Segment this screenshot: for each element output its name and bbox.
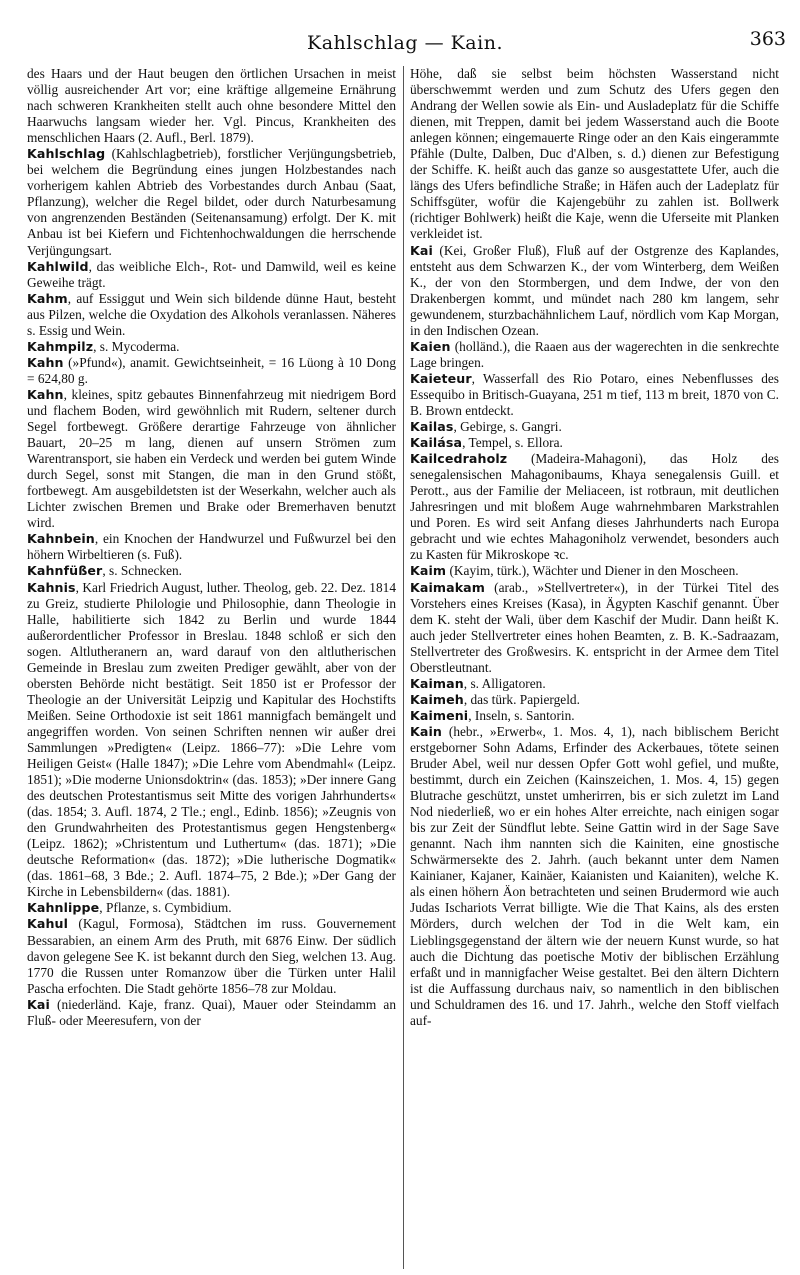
entry-text: , Karl Friedrich August, luther. Theolog, geb. 22. Dez. 1814 zu Greiz, studierte Philologie und Philosophie, dann Theologie in Halle, habilitierte sich 1842 zu Berlin und wurde 1844 außerordentlicher Professor in Breslau. 1848 schloß er sich den sogen. Altlutheranern an, ward darauf von den altlutherischen Gemeinde in Breslau zum zweiten Prediger gewählt, aber von der obersten Behörde nicht bestätigt. Seit 1850 ist er Professor der Theologie an der Universität Leipzig und Kapitular des Hochstifts Meißen. Seine Orthodoxie ist seit 1861 mannigfach bemängelt und angegriffen worden. Von seinen Schriften nennen wir außer drei Sammlungen »Predigten« (Leipz. 1866–77): »Die Lehre vom Heiligen Geist« (Halle 1847); »Die Lehre vom Abendmahl« (Leipz. 1851); »Die moderne Unionsdoktrin« (das. 1853); »Der innere Gang des deutschen Protestantismus seit Mitte des vorigen Jahrhunderts« (das. 1854; 3. Aufl. 1874, 2 Tle.; engl., Edinb. 1856); »Zeugnis von den Grundwahrheiten des Protestantismus gegen Hengstenberg« (Leipz. 1862); »Christentum und Luthertum« (das. 1871); »Die deutsche Reformation« (das. 1872); »Die lutherische Dogmatik« (das. 1861–68, 3 Bde.; 2. Aufl. 1874–75, 2 Bde.); »Der Gang der Kirche in Lebensbildern« (das. 1881). xyxy=(27,579,396,900)
running-title: Kahlschlag — Kain. xyxy=(307,32,503,54)
entry-headword: Kahnbein xyxy=(27,531,95,547)
entry-headword: Kaien xyxy=(410,338,451,354)
entry-text: (Kei, Großer Fluß), Fluß auf der Ostgrenze des Kaplandes, entsteht aus dem Schwarzen K., der vom Winterberg, dem Weißen K., der von den Stormbergen, und dem Indwe, der von den Drakenbergen kommt, und mündet nach 280 km langem, sehr gewundenem, sturzbachähnlichem Lauf, nördlich vom Kap Morgan, in den Indischen Ozean. xyxy=(410,242,779,338)
dictionary-entry xyxy=(410,371,779,419)
entry-headword: Kailcedraholz xyxy=(410,451,508,467)
entry-headword: Kaieteur xyxy=(410,370,472,386)
entry-headword: Kahnis xyxy=(27,579,76,595)
entry-headword: Kai xyxy=(27,996,50,1012)
entry-headword: Kaim xyxy=(410,563,447,579)
entry-continuation xyxy=(27,66,396,146)
dictionary-entry xyxy=(27,997,396,1029)
dictionary-entry xyxy=(27,916,396,996)
dictionary-entry xyxy=(410,419,779,435)
entry-text: , Tempel, s. Ellora. xyxy=(462,435,563,451)
page-number: 363 xyxy=(749,28,786,50)
entry-headword: Kai xyxy=(410,242,433,258)
entry-headword: Kahnlippe xyxy=(27,900,100,916)
entry-text: (Kayim, türk.), Wächter und Diener in den Moscheen. xyxy=(446,563,739,579)
entry-text: , s. Mycoderma. xyxy=(93,338,180,354)
entry-text: (»Pfund«), anamit. Gewichtseinheit, = 16 Lüong à 10 Dong = 624,80 g. xyxy=(27,354,396,386)
dictionary-entry xyxy=(410,708,779,724)
entry-text: , Inseln, s. Santorin. xyxy=(468,707,575,723)
entry-text: des Haars und der Haut beugen den örtlichen Ursachen in meist völlig ausreichender Art vor; eine kräftige allgemeine Ernährung nach schweren Krankheiten stellt auch ohne besondere Mittel den Haarwuchs langsam wieder her. Vgl. Pincus, Krankheiten des menschlichen Haars (2. Aufl., Berl. 1879). xyxy=(27,66,396,146)
dictionary-entry xyxy=(410,580,779,676)
dictionary-entry xyxy=(27,355,396,387)
dictionary-entry xyxy=(27,563,396,579)
entry-headword: Kailas xyxy=(410,419,454,435)
dictionary-entry xyxy=(410,724,779,1029)
entry-headword: Kain xyxy=(410,723,442,739)
entry-headword: Kahn xyxy=(27,386,64,402)
dictionary-entry xyxy=(27,531,396,563)
entry-headword: Kahlwild xyxy=(27,258,89,274)
entry-text: , Pflanze, s. Cymbidium. xyxy=(99,900,232,916)
entry-text: (Kahlschlagbetrieb), forstlicher Verjüngungsbetrieb, bei welchem die Begründung eines jungen Holzbestandes nach vorherigem kahlen Abtrieb des Vorbestandes durch Anbau (Saat, Pflanzung), welcher die Regel bildet, oder durch Naturbesamung von angrenzenden Beständen (Seitenansamung) erfolgt. Der K. mit Anbau ist bei Kiefern und Fichtenhochwaldungen die herrschende Verjüngungsart. xyxy=(27,146,396,258)
entry-text: (Madeira-Mahagoni), das Holz des senegalensischen Mahagonibaums, Khaya senegalensis Guill. et Perott., aus der Familie der Meliaceen, ist rotbraun, mit deutlichen Jahresringen und mit bloßem Auge wahrnehmbaren Markstrahlen und Poren. Es wird seit Anfang dieses Jahrhunderts nach Europa gebracht und wie echtes Mahagoniholz verwendet, besonders auch zu Kasten für Mikroskope ꝛc. xyxy=(410,451,779,563)
entry-text: (holländ.), die Raaen aus der wagerechten in die senkrechte Lage bringen. xyxy=(410,338,779,370)
entry-text: Höhe, daß sie selbst beim höchsten Wasserstand nicht überschwemmt werden und zum Schutz des Ufers gegen den Andrang der Wellen sowie als Ein- und Ausladeplatz für die Schiffe dienen, mit Treppen, damit bei jedem Wasserstand auch die Boote anlegen können; eingemauerte Ringe oder an den Kais eingerammte Pfähle (Dulte, Dalben, Duc d'Alben, s. d.) dienen zur Befestigung der Schiffe. K. heißt auch das ganze so ausgestattete Ufer, auch die längs des Ufers befindliche Straße; in Häfen auch der Ladeplatz für Schiffsgüter, wofür die Kajengebühr zu zahlen ist. Bollwerk (richtiger Bohlwerk) heißt die Kaje, wenn die Uferseite mit Planken verkleidet ist. xyxy=(410,66,779,242)
entry-text: , das weibliche Elch-, Rot- und Damwild, weil es keine Geweihe trägt. xyxy=(27,258,396,290)
entry-headword: Kahlschlag xyxy=(27,146,106,162)
entry-headword: Kahmpilz xyxy=(27,338,94,354)
entry-text: , das türk. Papiergeld. xyxy=(463,691,580,707)
dictionary-entry xyxy=(410,451,779,563)
entry-text: , kleines, spitz gebautes Binnenfahrzeug mit niedrigem Bord und flachem Boden, wird gewöhnlich mit Rudern, seltener durch Segel fortbewegt. Größere derartige Fahrzeuge von ähnlicher Bauart, 20–25 m lang, dienen auf unsern Strömen zum Warentransport, sie haben ein Verdeck und werden bei gutem Winde durch Segel, sonst mit Stangen, die man in den Grund stößt, fortbewegt. Am ausgebildetsten ist der Weserkahn, welcher auch als Lichter zwischen Bremen und Brake oder Bremerhaven benutzt wird. xyxy=(27,386,396,531)
left-column xyxy=(27,66,396,1269)
dictionary-entry xyxy=(410,692,779,708)
dictionary-entry xyxy=(27,900,396,916)
entry-text: , auf Essiggut und Wein sich bildende dünne Haut, besteht aus Pilzen, welche die Oxydation des Alkohols veranlassen. Näheres s. Essig und Wein. xyxy=(27,290,396,338)
entry-headword: Kahul xyxy=(27,916,69,932)
entry-headword: Kahnfüßer xyxy=(27,563,103,579)
entry-headword: Kaimeni xyxy=(410,707,469,723)
entry-headword: Kaimakam xyxy=(410,579,485,595)
dictionary-entry xyxy=(27,339,396,355)
dictionary-entry xyxy=(410,243,779,339)
entry-headword: Kailása xyxy=(410,435,463,451)
dictionary-entry xyxy=(27,291,396,339)
dictionary-entry xyxy=(410,563,779,579)
column-divider xyxy=(403,66,404,1269)
dictionary-entry xyxy=(410,676,779,692)
entry-text: , s. Schnecken. xyxy=(102,563,183,579)
entry-headword: Kaiman xyxy=(410,675,464,691)
page-header xyxy=(24,22,786,58)
entry-text: (arab., »Stellvertreter«), in der Türkei Titel des Vorstehers eines Kreises (Kasa), in Ägypten Kaschif genannt. Über dem K. steht der Wali, über dem Kaschif der Mudir. Dann heißt K. auch jeder Stellvertreter eines hohen Beamten, z. B. K.-Sadraazam, Stellvertreter des Großwesirs. K. entspricht in der Armee dem Titel Oberstleutnant. xyxy=(410,579,779,675)
entry-text: , s. Alligatoren. xyxy=(463,675,546,691)
dictionary-entry xyxy=(410,339,779,371)
entry-text: , Wasserfall des Rio Potaro, eines Nebenflusses des Essequibo in Britisch-Guayana, 251 m tief, 113 m breit, 1870 von C. B. Brown entdeckt. xyxy=(410,370,779,418)
dictionary-entry xyxy=(27,146,396,258)
dictionary-entry xyxy=(27,259,396,291)
dictionary-entry xyxy=(27,387,396,531)
entry-headword: Kahn xyxy=(27,354,64,370)
right-column xyxy=(410,66,779,1269)
entry-text: (hebr., »Erwerb«, 1. Mos. 4, 1), nach biblischem Bericht erstgeborner Sohn Adams, Erfinder des Ackerbaues, tötete seinen Bruder Abel, weil nur dessen Opfer Gott wohl gefiel, und mußte, bestimmt, durch ein Zeichen (Kainszeichen, 1. Mos. 4, 15) gegen Blutrache geschützt, unstet umherirren, bis er sich zuletzt im Land Nod niederließ, wo er ein hohes Alter erreichte, nach einigen sogar bis zur Zeit der Sündflut lebte. Seine Gattin wird in der Sage Save genannt. Nach ihm nannten sich die Kainiten, eine gnostische Schwärmersekte des 2. Jahrh. (auch bekannt unter dem Namen Kainianer, Kajaner, Kainäer, Kaianisten und Kaianiten), welche K. als einen höhern Äon betrachteten und seinen Brudermord wie auch Judas Ischariots Verrat billigte. Wie die That Kains, als des ersten Mörders, durch welchen der Tod in die Welt kam, ein Lieblingsgegenstand der ältern wie der neuern Kunst wurde, so hat auch die Dichtung das poetische Motiv der biblischen Erzählung erfaßt und in mannigfacher Weise gestaltet. Bei den ältern Dichtern ist die Auffassung durchaus naiv, so namentlich in den biblischen und Schuldramen des 16. und 17. Jahrh., welche den Stoff vielfach auf- xyxy=(410,723,779,1028)
entry-text: , Gebirge, s. Gangri. xyxy=(453,419,562,435)
entry-continuation xyxy=(410,66,779,243)
dictionary-entry xyxy=(27,580,396,901)
entry-headword: Kaimeh xyxy=(410,691,464,707)
entry-text: (niederländ. Kaje, franz. Quai), Mauer oder Steindamm an Fluß- oder Meeresufern, von der xyxy=(27,996,396,1028)
entry-headword: Kahm xyxy=(27,290,68,306)
entry-text: (Kagul, Formosa), Städtchen im russ. Gouvernement Bessarabien, an einem Arm des Pruth, mit 6876 Einw. Der südlich davon gelegene See K. ist bekannt durch den Sieg, welchen 13. Aug. 1770 die Russen unter Romanzow über die Türken unter Halil Pascha erfochten. Die Stadt gehörte 1856–78 zur Moldau. xyxy=(27,916,396,996)
entry-text: , ein Knochen der Handwurzel und Fußwurzel bei den höhern Wirbeltieren (s. Fuß). xyxy=(27,531,396,563)
dictionary-entry xyxy=(410,435,779,451)
